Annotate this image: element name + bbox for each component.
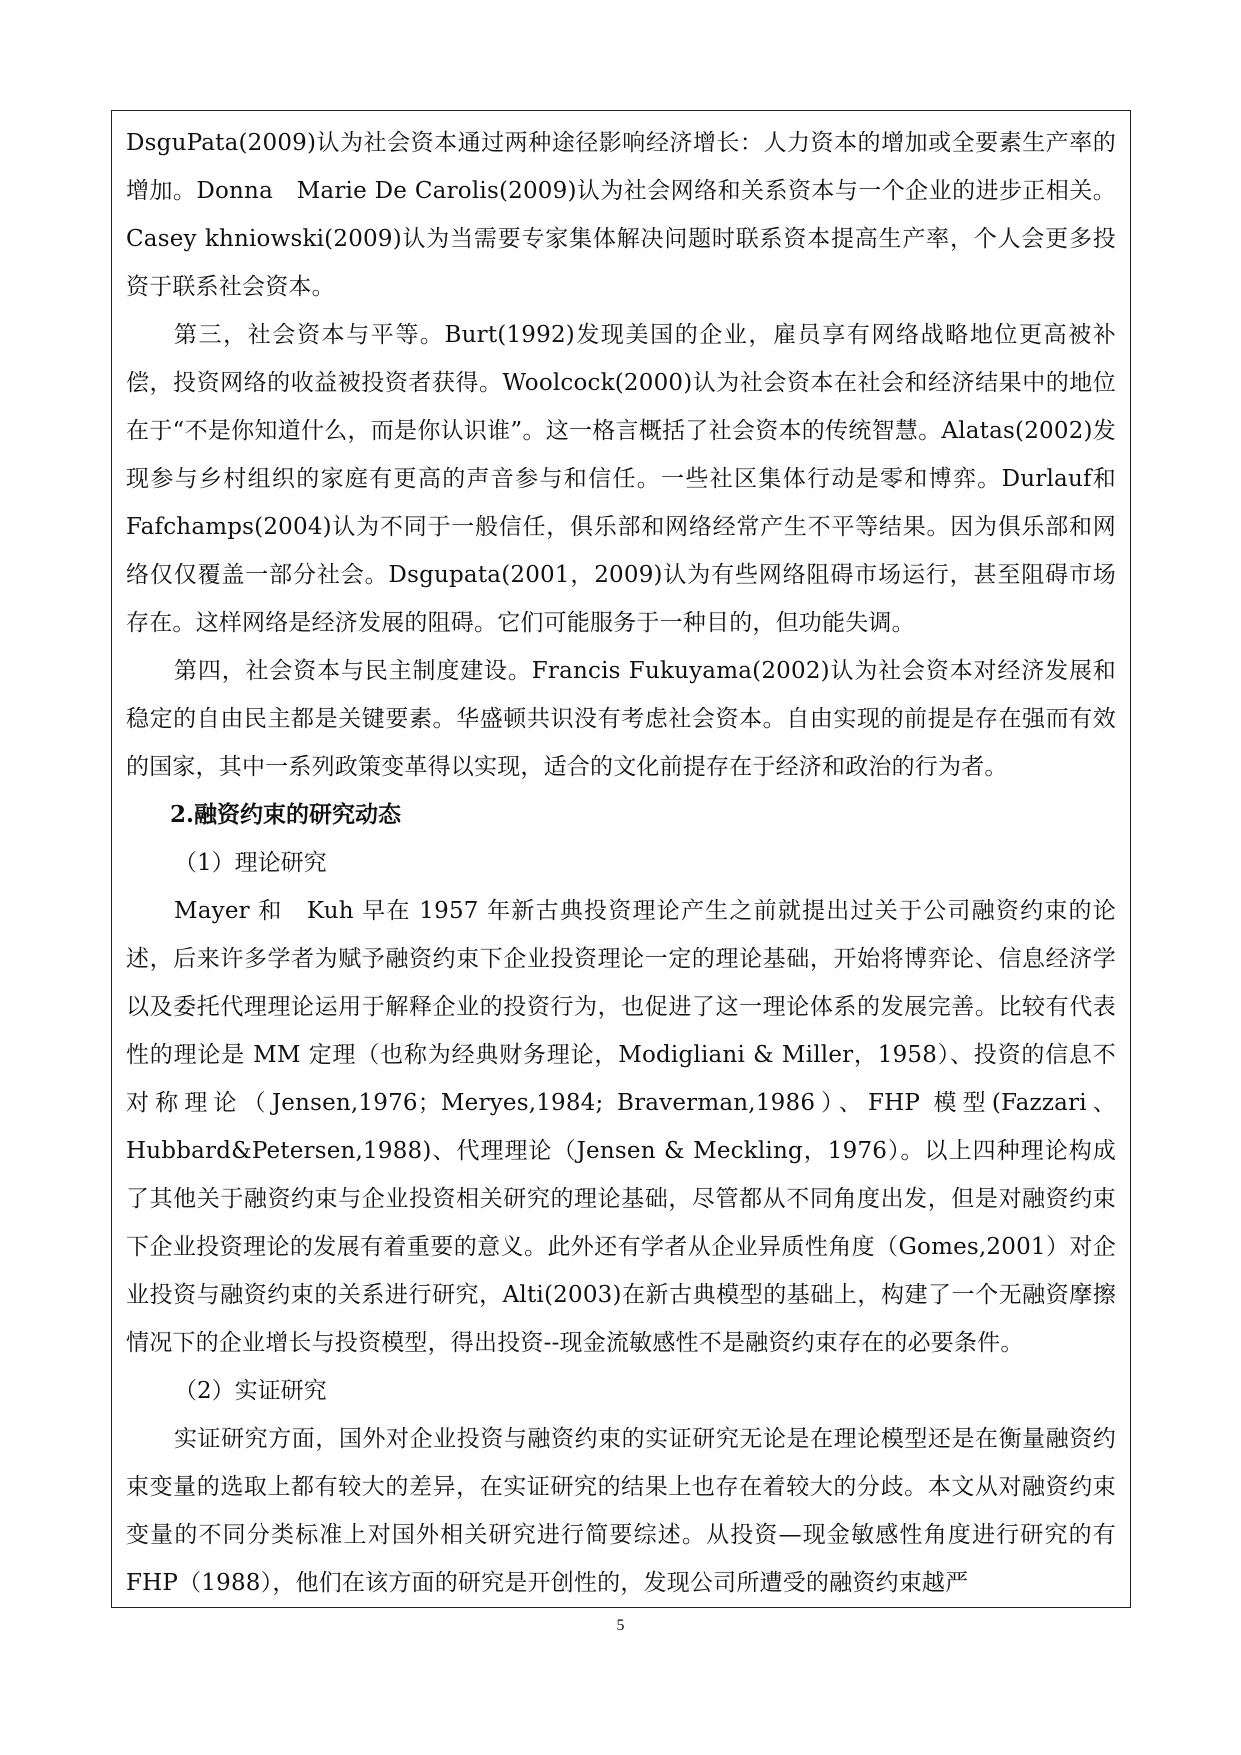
paragraph-social-capital-democracy: 第四，社会资本与民主制度建设。Francis Fukuyama(2002)认为社会资本对经济发展和稳定的自由民主都是关键要素。华盛顿共识没有考虑社会资本。自由实现的前提是存在强而有效的国家，其中一系列政策变革得以实现，适合的文化前提存在于经济和政治的行为者。 bbox=[126, 658, 1116, 780]
paragraph-theoretical-research: Mayer 和 Kuh 早在 1957 年新古典投资理论产生之前就提出过关于公司融资约束的论述，后来许多学者为赋予融资约束下企业投资理论一定的理论基础，开始将博弈论、信息经济学以及委托代理理论运用于解释企业的投资行为，也促进了这一理论体系的发展完善。比较有代表性的理论是 MM 定理（也称为经典财务理论，Modigliani & Miller，1958）、投资的信息不对称理论（Jensen,1976；Meryes,1984; Braverman,1986）、FHP 模型(Fazzari、Hubbard&Petersen,1988)、代理理论（Jensen & Meckling，1976）。以上四种理论构成了其他关于融资约束与企业投资相关研究的理论基础，尽管都从不同角度出发，但是对融资约束下企业投资理论的发展有着重要的意义。此外还有学者从企业异质性角度（Gomes,2001）对企业投资与融资约束的关系进行研究，Alti(2003)在新古典模型的基础上，构建了一个无融资摩擦情况下的企业增长与投资模型，得出投资--现金流敏感性不是融资约束存在的必要条件。 bbox=[126, 898, 1116, 1356]
subheading-theoretical-research: （1）理论研究 bbox=[174, 850, 327, 876]
section-heading-financing-constraints: 2.融资约束的研究动态 bbox=[170, 801, 402, 828]
content-frame bbox=[111, 110, 1131, 1608]
subheading-empirical-research: （2）实证研究 bbox=[174, 1378, 327, 1404]
paragraph-empirical-research: 实证研究方面，国外对企业投资与融资约束的实证研究无论是在理论模型还是在衡量融资约束变量的选取上都有较大的差异，在实证研究的结果上也存在着较大的分歧。本文从对融资约束变量的不同分类标准上对国外相关研究进行简要综述。从投资—现金敏感性角度进行研究的有 FHP（1988），他们在该方面的研究是开创性的，发现公司所遭受的融资约束越严 bbox=[126, 1426, 1116, 1596]
page-number: 5 bbox=[616, 1617, 625, 1634]
paragraph-social-capital-growth: DsguPata(2009)认为社会资本通过两种途径影响经济增长：人力资本的增加或全要素生产率的增加。Donna Marie De Carolis(2009)认为社会网络和关系资本与一个企业的进步正相关。Casey khniowski(2009)认为当需要专家集体解决问题时联系资本提高生产率，个人会更多投资于联系社会资本。 bbox=[126, 130, 1116, 300]
paragraph-social-capital-equality: 第三，社会资本与平等。Burt(1992)发现美国的企业，雇员享有网络战略地位更高被补偿，投资网络的收益被投资者获得。Woolcock(2000)认为社会资本在社会和经济结果中的地位在于“不是你知道什么，而是你认识谁”。这一格言概括了社会资本的传统智慧。Alatas(2002)发现参与乡村组织的家庭有更高的声音参与和信任。一些社区集体行动是零和博弈。Durlauf和Fafchamps(2004)认为不同于一般信任，俱乐部和网络经常产生不平等结果。因为俱乐部和网络仅仅覆盖一部分社会。Dsgupata(2001，2009)认为有些网络阻碍市场运行，甚至阻碍市场存在。这样网络是经济发展的阻碍。它们可能服务于一种目的，但功能失调。 bbox=[126, 322, 1116, 636]
